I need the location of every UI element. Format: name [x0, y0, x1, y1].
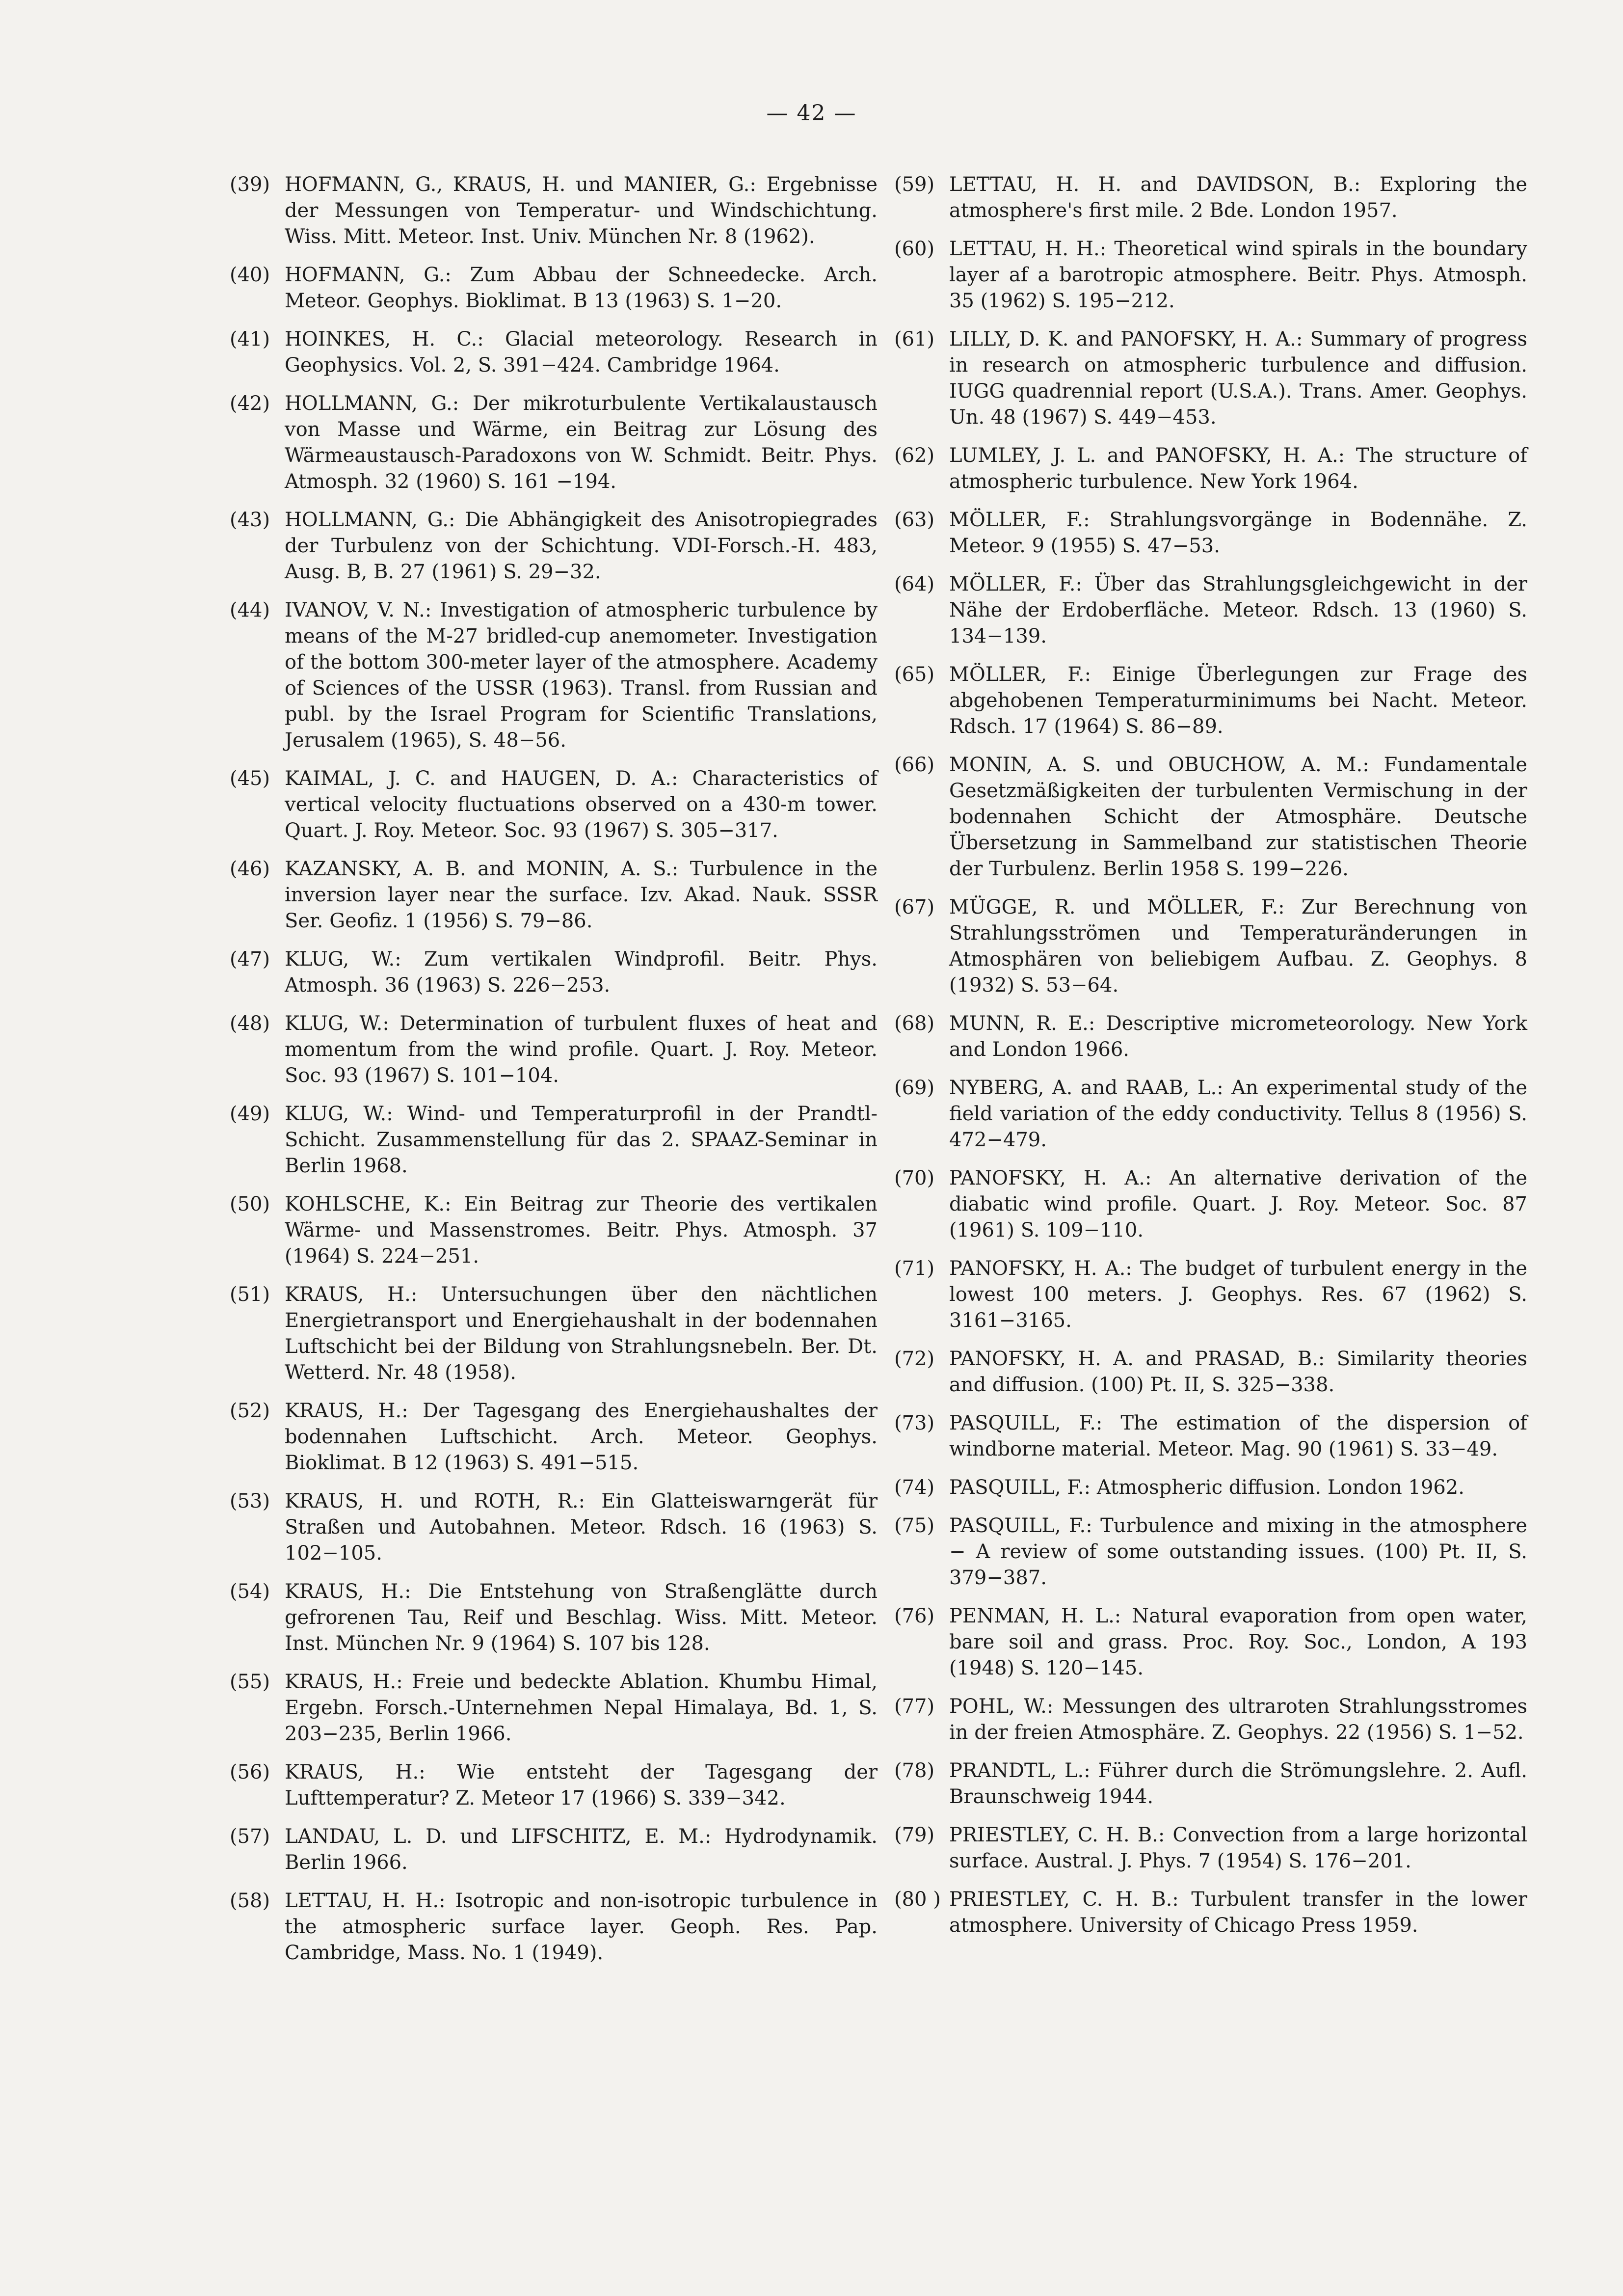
reference-text: HOINKES, H. C.: Glacial meteorology. Research in Geophysics. Vol. 2, S. 391−424. Cambridge 1964.: [285, 328, 878, 377]
reference-text: KRAUS, H.: Der Tagesgang des Energiehaushaltes der bodennahen Luftschicht. Arch. Meteor. Geophys. Bioklimat. B 12 (1963) S. 491−515.: [285, 1400, 878, 1474]
page-number: — 42 —: [766, 101, 857, 126]
reference-text: HOFMANN, G., KRAUS, H. und MANIER, G.: Ergebnisse der Messungen von Temperatur- und Windschichtung. Wiss. Mitt. Meteor. Inst. Univ. München Nr. 8 (1962).: [285, 173, 878, 248]
reference-entry: [894, 752, 1527, 882]
reference-number: (68): [894, 1012, 935, 1035]
reference-text: PANOFSKY, H. A. and PRASAD, B.: Similarity theories and diffusion. (100) Pt. II, S. 325−338.: [949, 1348, 1527, 1396]
reference-number: (74): [894, 1476, 935, 1499]
reference-number: (65): [894, 663, 935, 686]
reference-text: LETTAU, H. H. and DAVIDSON, B.: Exploring the atmosphere's first mile. 2 Bde. London 1957.: [949, 173, 1527, 222]
reference-entry: [894, 1887, 1527, 1939]
reference-entry: [894, 1346, 1527, 1398]
reference-number: (40): [230, 264, 270, 286]
reference-text: MONIN, A. S. und OBUCHOW, A. M.: Fundamentale Gesetzmäßigkeiten der turbulenten Vermischung in der bodennahen Schicht der Atmosphäre. Deutsche Übersetzung in Sammelband zur statistischen Theorie der Turbulenz. Berlin 1958 S. 199−226.: [949, 754, 1527, 880]
reference-entry: [894, 1475, 1527, 1501]
reference-text: PRANDTL, L.: Führer durch die Strömungslehre. 2. Aufl. Braunschweig 1944.: [949, 1759, 1527, 1808]
reference-text: PASQUILL, F.: Atmospheric diffusion. London 1962.: [949, 1476, 1464, 1499]
reference-number: (39): [230, 173, 270, 196]
references-left-column: [230, 172, 878, 1978]
references-right-column: [894, 172, 1527, 1951]
reference-entry: [894, 571, 1527, 649]
reference-text: KRAUS, H.: Wie entsteht der Tagesgang der Lufttemperatur? Z. Meteor 17 (1966) S. 339−342.: [285, 1761, 878, 1810]
reference-text: PRIESTLEY, C. H. B.: Turbulent transfer in the lower atmosphere. University of Chicago Press 1959.: [949, 1888, 1527, 1937]
reference-text: MÖLLER, F.: Über das Strahlungsgleichgewicht in der Nähe der Erdoberfläche. Meteor. Rdsch. 13 (1960) S. 134−139.: [949, 573, 1527, 648]
reference-text: PANOFSKY, H. A.: An alternative derivation of the diabatic wind profile. Quart. J. Roy. Meteor. Soc. 87 (1961) S. 109−110.: [949, 1167, 1527, 1242]
reference-text: LETTAU, H. H.: Theoretical wind spirals in the boundary layer af a barotropic atmosphere. Beitr. Phys. Atmosph. 35 (1962) S. 195−212.: [949, 238, 1527, 312]
reference-text: MÜGGE, R. und MÖLLER, F.: Zur Berechnung von Strahlungsströmen und Temperaturänderungen in Atmosphären von beliebigem Aufbau. Z. Geophys. 8 (1932) S. 53−64.: [949, 896, 1527, 997]
reference-text: LANDAU, L. D. und LIFSCHITZ, E. M.: Hydrodynamik. Berlin 1966.: [285, 1825, 878, 1874]
reference-text: KRAUS, H.: Die Entstehung von Straßenglätte durch gefrorenen Tau, Reif und Beschlag. Wiss. Mitt. Meteor. Inst. München Nr. 9 (1964) S. 107 bis 128.: [285, 1580, 878, 1655]
reference-entry: [894, 326, 1527, 431]
reference-text: PANOFSKY, H. A.: The budget of turbulent energy in the lowest 100 meters. J. Geophys. Res. 67 (1962) S. 3161−3165.: [949, 1257, 1527, 1332]
reference-entry: [230, 1888, 878, 1966]
reference-number: (63): [894, 509, 935, 531]
reference-number: (45): [230, 767, 270, 790]
reference-entry: [230, 1282, 878, 1386]
reference-entry: [894, 1410, 1527, 1462]
reference-text: IVANOV, V. N.: Investigation of atmospheric turbulence by means of the M-27 bridled-cup anemometer. Investigation of the bottom 300-meter layer of the atmosphere. Academy of Sciences of the USSR (1963). Transl. from Russian and publ. by the Israel Program for Scientific Translations, Jerusalem (1965), S. 48−56.: [285, 599, 878, 752]
reference-text: KRAUS, H. und ROTH, R.: Ein Glatteiswarngerät für Straßen und Autobahnen. Meteor. Rdsch. 16 (1963) S. 102−105.: [285, 1490, 878, 1565]
reference-text: LETTAU, H. H.: Isotropic and non-isotropic turbulence in the atmospheric surface layer. Geoph. Res. Pap. Cambridge, Mass. No. 1 (1949).: [285, 1890, 878, 1964]
reference-entry: [230, 1191, 878, 1270]
reference-number: (76): [894, 1605, 935, 1627]
reference-text: LILLY, D. K. and PANOFSKY, H. A.: Summary of progress in research on atmospheric turbulence and diffusion. IUGG quadrennial report (U.S.A.). Trans. Amer. Geophys. Un. 48 (1967) S. 449−453.: [949, 328, 1527, 429]
reference-text: MÖLLER, F.: Strahlungsvorgänge in Bodennähe. Z. Meteor. 9 (1955) S. 47−53.: [949, 509, 1527, 557]
reference-text: LUMLEY, J. L. and PANOFSKY, H. A.: The structure of atmospheric turbulence. New York 1964.: [949, 444, 1527, 493]
reference-number: (60): [894, 238, 935, 260]
reference-text: NYBERG, A. and RAAB, L.: An experimental study of the field variation of the eddy conductivity. Tellus 8 (1956) S. 472−479.: [949, 1077, 1527, 1151]
reference-number: (77): [894, 1695, 935, 1718]
reference-number: (58): [230, 1890, 270, 1912]
reference-entry: [230, 172, 878, 250]
reference-entry: [894, 1603, 1527, 1681]
reference-number: (64): [894, 573, 935, 595]
reference-entry: [230, 262, 878, 314]
reference-number: (44): [230, 599, 270, 621]
reference-text: KAZANSKY, A. B. and MONIN, A. S.: Turbulence in the inversion layer near the surface. Izv. Akad. Nauk. SSSR Ser. Geofiz. 1 (1956) S. 79−86.: [285, 858, 878, 932]
reference-text: KRAUS, H.: Untersuchungen über den nächtlichen Energietransport und Energiehaushalt in der bodennahen Luftschicht bei der Bildung von Strahlungsnebeln. Ber. Dt. Wetterd. Nr. 48 (1958).: [285, 1283, 878, 1384]
reference-text: PENMAN, H. L.: Natural evaporation from open water, bare soil and grass. Proc. Roy. Soc., London, A 193 (1948) S. 120−145.: [949, 1605, 1527, 1679]
reference-number: (66): [894, 754, 935, 776]
reference-number: (70): [894, 1167, 935, 1189]
reference-number: (46): [230, 858, 270, 880]
reference-entry: [230, 507, 878, 585]
reference-entry: [894, 1075, 1527, 1153]
reference-entry: [230, 597, 878, 754]
reference-entry: [894, 894, 1527, 999]
reference-text: POHL, W.: Messungen des ultraroten Strahlungsstromes in der freien Atmosphäre. Z. Geophys. 22 (1956) S. 1−52.: [949, 1695, 1527, 1744]
reference-text: PASQUILL, F.: The estimation of the dispersion of windborne material. Meteor. Mag. 90 (1961) S. 33−49.: [949, 1412, 1527, 1460]
reference-entry: [894, 662, 1527, 740]
reference-entry: [894, 1011, 1527, 1063]
reference-text: HOLLMANN, G.: Die Abhängigkeit des Anisotropiegrades der Turbulenz von der Schichtung. VDI-Forsch.-H. 483, Ausg. B, B. 27 (1961) S. 29−32.: [285, 509, 878, 583]
reference-text: KOHLSCHE, K.: Ein Beitrag zur Theorie des vertikalen Wärme- und Massenstromes. Beitr. Phys. Atmosph. 37 (1964) S. 224−251.: [285, 1193, 878, 1268]
reference-number: (48): [230, 1012, 270, 1035]
reference-entry: [894, 172, 1527, 224]
reference-number: (67): [894, 896, 935, 918]
reference-number: (56): [230, 1761, 270, 1783]
reference-entry: [230, 1488, 878, 1567]
reference-entry: [230, 1579, 878, 1657]
reference-number: (53): [230, 1490, 270, 1513]
reference-number: (72): [894, 1348, 935, 1370]
reference-number: (69): [894, 1077, 935, 1099]
reference-number: (78): [894, 1759, 935, 1782]
reference-entry: [230, 946, 878, 999]
reference-text: KAIMAL, J. C. and HAUGEN, D. A.: Characteristics of vertical velocity fluctuations observed on a 430-m tower. Quart. J. Roy. Meteor. Soc. 93 (1967) S. 305−317.: [285, 767, 878, 842]
reference-text: MUNN, R. E.: Descriptive micrometeorology. New York and London 1966.: [949, 1012, 1527, 1061]
reference-number: (43): [230, 509, 270, 531]
reference-number: (79): [894, 1824, 935, 1846]
reference-text: MÖLLER, F.: Einige Überlegungen zur Frage des abgehobenen Temperaturminimums bei Nacht. Meteor. Rdsch. 17 (1964) S. 86−89.: [949, 663, 1527, 738]
reference-entry: [894, 1822, 1527, 1874]
reference-number: (49): [230, 1103, 270, 1125]
reference-number: (59): [894, 173, 935, 196]
reference-number: (42): [230, 392, 270, 415]
reference-entry: [894, 507, 1527, 559]
reference-entry: [230, 1011, 878, 1089]
reference-number: (61): [894, 328, 935, 351]
reference-number: (55): [230, 1671, 270, 1693]
reference-text: KRAUS, H.: Freie und bedeckte Ablation. Khumbu Himal, Ergebn. Forsch.-Unternehmen Nepal Himalaya, Bd. 1, S. 203−235, Berlin 1966.: [285, 1671, 878, 1745]
reference-entry: [894, 1758, 1527, 1810]
reference-number: (73): [894, 1412, 935, 1434]
reference-text: PRIESTLEY, C. H. B.: Convection from a large horizontal surface. Austral. J. Phys. 7 (1954) S. 176−201.: [949, 1824, 1527, 1872]
reference-entry: [230, 1669, 878, 1747]
reference-entry: [894, 443, 1527, 495]
reference-entry: [230, 326, 878, 378]
reference-number: (75): [894, 1514, 935, 1537]
reference-number: (41): [230, 328, 270, 351]
reference-entry: [894, 1513, 1527, 1591]
reference-text: KLUG, W.: Determination of turbulent fluxes of heat and momentum from the wind profile. Quart. J. Roy. Meteor. Soc. 93 (1967) S. 101−104.: [285, 1012, 878, 1087]
reference-entry: [230, 391, 878, 495]
reference-entry: [894, 236, 1527, 314]
reference-entry: [230, 1101, 878, 1179]
reference-text: PASQUILL, F.: Turbulence and mixing in the atmosphere − A review of some outstanding issues. (100) Pt. II, S. 379−387.: [949, 1514, 1527, 1589]
reference-number: (47): [230, 948, 270, 971]
reference-number: (80 ): [894, 1888, 941, 1911]
reference-text: KLUG, W.: Wind- und Temperaturprofil in der Prandtl-Schicht. Zusammenstellung für das 2. SPAAZ-Seminar in Berlin 1968.: [285, 1103, 878, 1177]
reference-entry: [230, 1759, 878, 1811]
reference-text: HOFMANN, G.: Zum Abbau der Schneedecke. Arch. Meteor. Geophys. Bioklimat. B 13 (1963) S. 1−20.: [285, 264, 878, 312]
reference-entry: [894, 1256, 1527, 1334]
reference-number: (62): [894, 444, 935, 467]
reference-number: (71): [894, 1257, 935, 1280]
reference-entry: [894, 1694, 1527, 1746]
reference-entry: [230, 1824, 878, 1876]
reference-number: (57): [230, 1825, 270, 1848]
reference-entry: [894, 1165, 1527, 1243]
reference-text: HOLLMANN, G.: Der mikroturbulente Vertikalaustausch von Masse und Wärme, ein Beitrag zur Lösung des Wärmeaustausch-Paradoxons von W. Schmidt. Beitr. Phys. Atmosph. 32 (1960) S. 161 −194.: [285, 392, 878, 493]
reference-number: (51): [230, 1283, 270, 1306]
reference-entry: [230, 856, 878, 934]
reference-number: (50): [230, 1193, 270, 1216]
reference-entry: [230, 766, 878, 844]
reference-text: KLUG, W.: Zum vertikalen Windprofil. Beitr. Phys. Atmosph. 36 (1963) S. 226−253.: [285, 948, 878, 997]
reference-number: (52): [230, 1400, 270, 1422]
reference-number: (54): [230, 1580, 270, 1603]
reference-entry: [230, 1398, 878, 1476]
